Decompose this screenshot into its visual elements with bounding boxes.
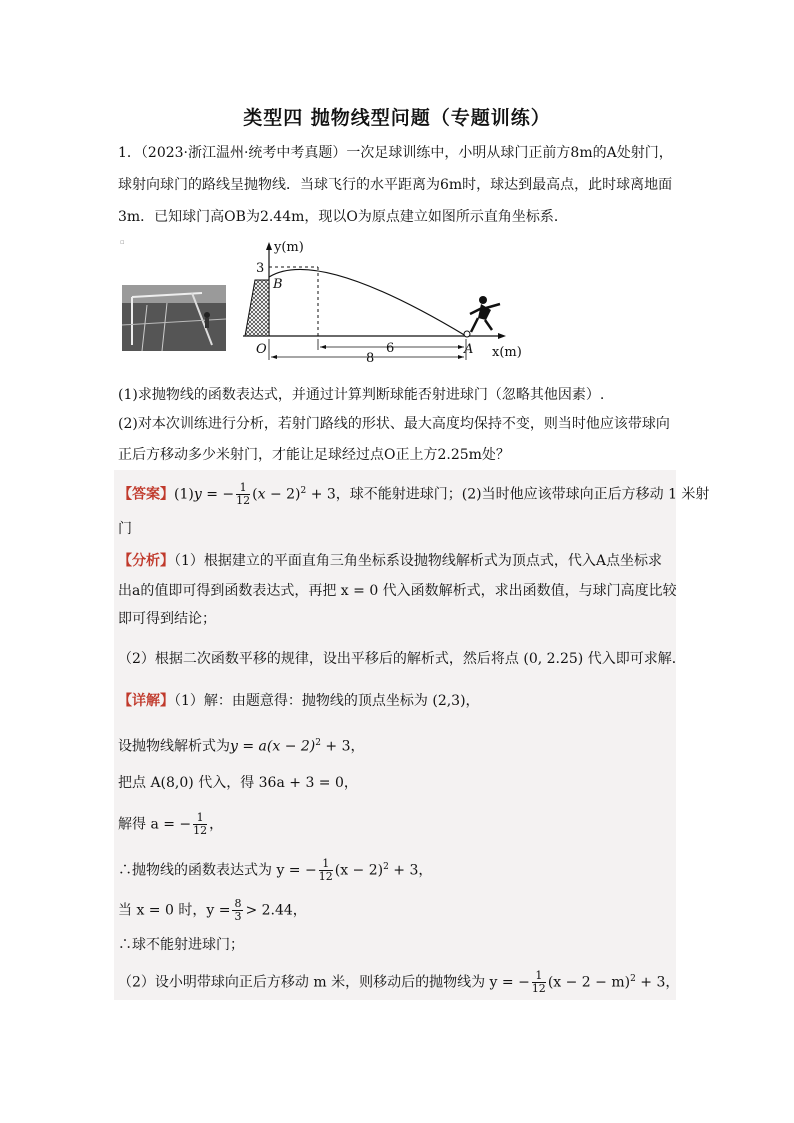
- question-2-line-2: 正后方移动多少米射门，才能让足球经过点O正上方2.25m处？: [118, 447, 510, 463]
- detail-line-5: ∴抛物线的函数表达式为 y = − $\frac{1}{12}$ $(x - 2)^2 + 3$，: [118, 857, 433, 884]
- analysis-line-1: [118, 550, 678, 572]
- fraction-1-12: $\frac{1}{12}$: [318, 857, 333, 884]
- answer-part1-suffix: ，球不能射进球门；(2)当时他应该带球向正后方移动 1 米射: [335, 486, 710, 503]
- problem-line-3: 3m．已知球门高OB为2.44m，现以O为原点建立如图所示直角坐标系．: [118, 209, 568, 225]
- label-B: B: [273, 277, 283, 292]
- answer-tag: 【答案】: [118, 486, 174, 503]
- label-6: 6: [386, 341, 395, 356]
- label-A: A: [464, 342, 474, 357]
- answer-line-2: 门: [118, 521, 132, 537]
- detail-line-6: 当 x = 0 时，y = $\frac{8}{3}$ > 2.44，: [118, 897, 307, 923]
- soccer-goal-photo: [122, 285, 226, 351]
- y-axis-arrow-icon: [266, 242, 272, 250]
- detail-tag: 【详解】: [118, 693, 174, 709]
- analysis-text-1: （1）根据建立的平面直角三角坐标系设抛物线解析式为顶点式，代入A点坐标求: [174, 553, 663, 569]
- label-3: 3: [256, 261, 265, 276]
- analysis-line-4: （2）根据二次函数平移的规律，设出平移后的解析式，然后将点 (0, 2.25) 代入即可求解．: [118, 651, 686, 667]
- question-1: (1)求抛物线的函数表达式，并通过计算判断球能否射进球门（忽略其他因素）.: [118, 387, 605, 403]
- problem-line-1: 1．（2023·浙江温州·统考中考真题）一次足球训练中，小明从球门正前方8m的A处射门，: [118, 145, 673, 161]
- label-8: 8: [366, 351, 375, 366]
- x-axis-arrow-icon: [498, 333, 506, 339]
- fraction-1-12: $\frac{1}{12}$: [193, 811, 208, 837]
- problem-line-2: 球射向球门的路线呈抛物线．当球飞行的水平距离为6m时，球达到最高点，此时球离地面: [118, 177, 673, 193]
- answer-part1-prefix: (1): [174, 486, 194, 503]
- detail-text-1: （1）解：由题意得：抛物线的顶点坐标为 (2,3)，: [174, 693, 480, 709]
- x-axis-label: x(m): [492, 345, 522, 360]
- detail-line-4: 解得 a = − $\frac{1}{12}$ ，: [118, 811, 224, 837]
- fraction-1-12: $\frac{1}{12}$: [531, 969, 546, 996]
- fraction-8-3: $\frac{8}{3}$: [234, 897, 242, 923]
- image-marker-icon: ▫: [120, 238, 125, 246]
- y-axis-label: y(m): [274, 240, 304, 255]
- analysis-line-2: 出a的值即可得到函数表达式，再把 x = 0 代入函数解析式，求出函数值，与球门高度比较: [118, 583, 677, 599]
- detail-line-2: 设抛物线解析式为$y = a(x - 2)^2 + 3$，: [118, 738, 365, 755]
- coordinate-figure: [236, 236, 536, 366]
- answer-line-1: 【答案】(1)y = − $\frac{1}{12}$ $(x - 2)^2 + 3$，球不能射进球门；(2)当时他应该带球向正后方移动 1 米射: [118, 481, 710, 508]
- question-2-line-1: (2)对本次训练进行分析，若射门路线的形状、最大高度均保持不变，则当时他应该带球向: [118, 416, 670, 432]
- goal-post: [245, 280, 269, 336]
- detail-line-1: [118, 690, 678, 712]
- page-title: 类型四 抛物线型问题（专题训练）: [243, 107, 551, 129]
- detail-line-7: ∴球不能射进球门；: [118, 937, 244, 953]
- fraction-1-12: $\frac{1}{12}$: [236, 481, 251, 508]
- dim-8-left-arrow-icon: [271, 355, 277, 359]
- parabola-path: [269, 269, 466, 336]
- player-icon: [464, 296, 500, 337]
- analysis-line-3: 即可得到结论；: [118, 611, 216, 627]
- detail-line-8: （2）设小明带球向正后方移动 m 米，则移动后的抛物线为 y = − $\frac{1}{12}$ $(x - 2 - m)^2 + 3$，: [118, 969, 680, 996]
- analysis-tag: 【分析】: [118, 553, 174, 569]
- detail-line-3: 把点 A(8,0) 代入，得 36a + 3 = 0，: [118, 775, 358, 791]
- dim-6-left-arrow-icon: [320, 345, 326, 349]
- label-O: O: [256, 342, 267, 357]
